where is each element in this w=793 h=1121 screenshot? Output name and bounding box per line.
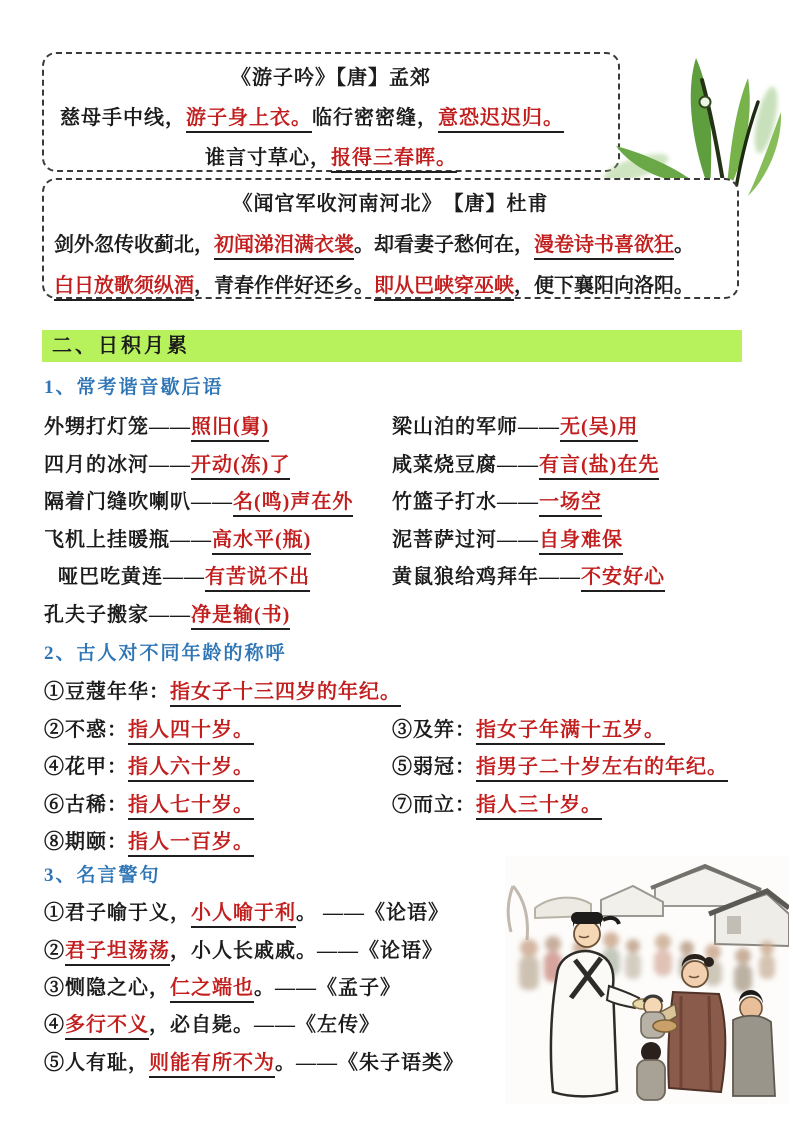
highlighted-phrase: 多行不义 <box>65 1014 149 1040</box>
highlighted-phrase: 即从巴峡穿巫峡 <box>374 275 514 301</box>
xiehouyu-answer: 有苦说不出 <box>205 566 310 592</box>
highlighted-phrase: 初闻涕泪满衣裳 <box>214 234 354 260</box>
age-item <box>44 788 254 817</box>
quote-item <box>44 934 443 963</box>
age-term: ①豆蔻年华： <box>44 681 170 703</box>
xiehouyu-answer: 无(吴)用 <box>560 416 638 442</box>
poem-box-wenguanjun <box>42 178 739 299</box>
text-run: 谁言寸草心， <box>205 147 331 169</box>
poem1-title: 《游子吟》【唐】孟郊 <box>231 67 431 89</box>
text-run: 。 <box>674 234 694 256</box>
age-item <box>392 788 602 817</box>
age-item <box>44 713 254 742</box>
age-term: ⑧期颐： <box>44 831 128 853</box>
quote-item <box>44 1008 380 1037</box>
text-run: 。——《孟子》 <box>254 977 401 999</box>
xiehouyu-item <box>392 485 602 514</box>
text-run: 。 ——《论语》 <box>296 902 449 924</box>
xiehouyu-item <box>392 560 665 589</box>
poem2-line-2 <box>44 269 737 298</box>
age-definition: 指人一百岁。 <box>128 831 254 857</box>
xiehouyu-item <box>44 410 269 439</box>
text-run: ，小人长戚戚。——《论语》 <box>170 940 443 962</box>
highlighted-phrase: 则能有所不为 <box>149 1052 275 1078</box>
xiehouyu-question: 梁山泊的军师—— <box>392 416 560 438</box>
xiehouyu-answer: 开动(冻)了 <box>191 454 290 480</box>
age-definition: 指人六十岁。 <box>128 756 254 782</box>
age-term: ④花甲： <box>44 756 128 778</box>
age-definition: 指女子十三四岁的年纪。 <box>170 681 401 707</box>
age-definition: 指男子二十岁左右的年纪。 <box>476 756 728 782</box>
text-run: ①君子喻于义， <box>44 902 191 924</box>
xiehouyu-item <box>392 523 623 552</box>
xiehouyu-answer: 高水平(瓶) <box>212 529 311 555</box>
xiehouyu-item <box>44 598 290 627</box>
text-run: 慈母手中线， <box>60 107 186 129</box>
highlighted-phrase: 漫卷诗书喜欲狂 <box>534 234 674 260</box>
age-item <box>44 675 401 704</box>
xiehouyu-item <box>58 560 310 589</box>
xiehouyu-answer: 自身难保 <box>539 529 623 555</box>
xiehouyu-question: 泥菩萨过河—— <box>392 529 539 551</box>
text-run: ⑤人有耻， <box>44 1052 149 1074</box>
xiehouyu-question: 飞机上挂暖瓶—— <box>44 529 212 551</box>
xiehouyu-answer: 有言(盐)在先 <box>539 454 659 480</box>
highlighted-phrase: 仁之端也 <box>170 977 254 1003</box>
text-run: ④ <box>44 1014 65 1036</box>
xiehouyu-answer: 净是输(书) <box>191 604 290 630</box>
poem1-line-1 <box>44 101 618 130</box>
poem-box-youziyin <box>42 52 620 172</box>
xiehouyu-question: 哑巴吃黄连—— <box>58 566 205 588</box>
poem2-line-1 <box>44 228 737 257</box>
xiehouyu-item <box>44 485 353 514</box>
xiehouyu-answer: 名(鸣)声在外 <box>233 491 353 517</box>
section-header-accumulation: 二、日积月累 <box>42 330 742 362</box>
age-item <box>392 713 665 742</box>
highlighted-phrase: 意恐迟迟归。 <box>438 107 564 133</box>
text-run: ，便下襄阳向洛阳。 <box>514 275 694 297</box>
quote-item <box>44 896 449 925</box>
ancient-market-illustration <box>505 856 789 1104</box>
subheading-ages: 2、古人对不同年龄的称呼 <box>44 643 287 664</box>
highlighted-phrase: 君子坦荡荡 <box>65 940 170 966</box>
xiehouyu-item <box>392 448 659 477</box>
age-item <box>44 825 254 854</box>
xiehouyu-question: 外甥打灯笼—— <box>44 416 191 438</box>
xiehouyu-answer: 一场空 <box>539 491 602 517</box>
age-item <box>392 750 728 779</box>
age-item <box>44 750 254 779</box>
text-run: 。却看妻子愁何在， <box>354 234 534 256</box>
highlighted-phrase: 报得三春晖。 <box>331 147 457 173</box>
age-definition: 指人七十岁。 <box>128 794 254 820</box>
text-run: 临行密密缝， <box>312 107 438 129</box>
text-run: ，青春作伴好还乡。 <box>194 275 374 297</box>
highlighted-phrase: 小人喻于利 <box>191 902 296 928</box>
xiehouyu-question: 咸菜烧豆腐—— <box>392 454 539 476</box>
xiehouyu-item <box>392 410 638 439</box>
subheading-quotes: 3、名言警句 <box>44 865 161 886</box>
highlighted-phrase: 游子身上衣。 <box>186 107 312 133</box>
xiehouyu-item <box>44 523 311 552</box>
age-definition: 指女子年满十五岁。 <box>476 719 665 745</box>
subheading-xiehouyu: 1、常考谐音歇后语 <box>44 377 224 398</box>
text-run: 。——《朱子语类》 <box>275 1052 464 1074</box>
age-term: ⑥古稀： <box>44 794 128 816</box>
highlighted-phrase: 白日放歌须纵酒 <box>54 275 194 301</box>
age-definition: 指人四十岁。 <box>128 719 254 745</box>
age-definition: 指人三十岁。 <box>476 794 602 820</box>
xiehouyu-item <box>44 448 290 477</box>
poem1-line-2 <box>44 141 618 170</box>
age-term: ②不惑： <box>44 719 128 741</box>
age-term: ③及笄： <box>392 719 476 741</box>
xiehouyu-answer: 照旧(舅) <box>191 416 269 442</box>
quote-item <box>44 1046 464 1075</box>
xiehouyu-question: 黄鼠狼给鸡拜年—— <box>392 566 581 588</box>
xiehouyu-question: 竹篮子打水—— <box>392 491 539 513</box>
text-run: ② <box>44 940 65 962</box>
poem2-title: 《闻官军收河南河北》 【唐】杜甫 <box>232 193 549 215</box>
age-term: ⑤弱冠： <box>392 756 476 778</box>
text-run: 剑外忽传收蓟北， <box>54 234 214 256</box>
xiehouyu-question: 四月的冰河—— <box>44 454 191 476</box>
quote-item <box>44 971 401 1000</box>
xiehouyu-question: 孔夫子搬家—— <box>44 604 191 626</box>
age-term: ⑦而立： <box>392 794 476 816</box>
text-run: ③恻隐之心， <box>44 977 170 999</box>
xiehouyu-question: 隔着门缝吹喇叭—— <box>44 491 233 513</box>
xiehouyu-answer: 不安好心 <box>581 566 665 592</box>
text-run: ，必自毙。——《左传》 <box>149 1014 380 1036</box>
